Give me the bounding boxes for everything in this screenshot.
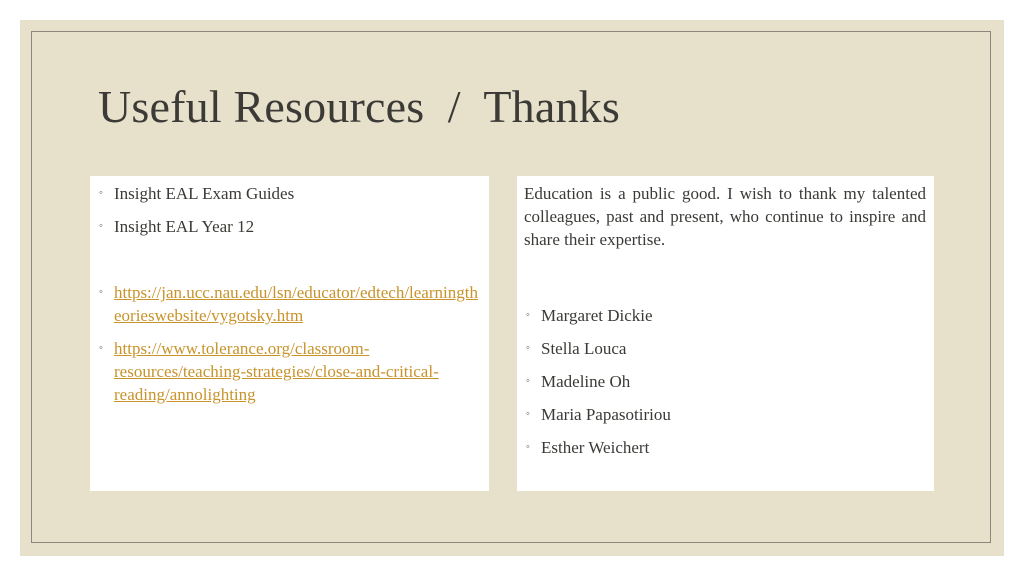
resource-text: Insight EAL Exam Guides — [114, 184, 295, 203]
list-item — [524, 337, 926, 360]
resource-text: Insight EAL Year 12 — [114, 217, 255, 236]
bullet-icon: ◦ — [99, 286, 103, 298]
bullet-icon: ◦ — [99, 187, 103, 199]
slide — [20, 20, 1004, 556]
colleague-name: Madeline Oh — [541, 372, 631, 391]
thanks-paragraph: Education is a public good. I wish to thank my talented colleagues, past and present, who continue to inspire and share their expertise. — [524, 184, 926, 249]
list-item — [524, 403, 926, 426]
list-item — [524, 370, 926, 393]
list-item — [524, 304, 926, 327]
bullet-icon: ◦ — [99, 342, 103, 354]
resources-list — [97, 182, 481, 406]
colleagues-list — [524, 304, 926, 459]
list-item — [97, 215, 481, 238]
bullet-icon: ◦ — [526, 375, 530, 387]
list-item — [97, 281, 481, 327]
colleague-name: Esther Weichert — [541, 438, 650, 457]
bullet-icon: ◦ — [526, 342, 530, 354]
list-item — [97, 337, 481, 406]
thanks-panel — [517, 176, 934, 491]
colleague-name: Margaret Dickie — [541, 306, 653, 325]
bullet-icon: ◦ — [526, 309, 530, 321]
slide-title: Useful Resources / Thanks — [98, 81, 620, 132]
colleague-name: Maria Papasotiriou — [541, 405, 671, 424]
bullet-icon: ◦ — [526, 408, 530, 420]
resources-panel — [90, 176, 489, 491]
list-item — [524, 436, 926, 459]
colleague-name: Stella Louca — [541, 339, 627, 358]
bullet-icon: ◦ — [99, 220, 103, 232]
bullet-icon: ◦ — [526, 441, 530, 453]
vygotsky-link[interactable]: https://jan.ucc.nau.edu/lsn/educator/edtech/learningtheorieswebsite/vygotsky.htm — [114, 283, 478, 325]
annolighting-link[interactable]: https://www.tolerance.org/classroom-resources/teaching-strategies/close-and-critical-reading/annolighting — [114, 339, 439, 404]
list-item — [97, 182, 481, 205]
